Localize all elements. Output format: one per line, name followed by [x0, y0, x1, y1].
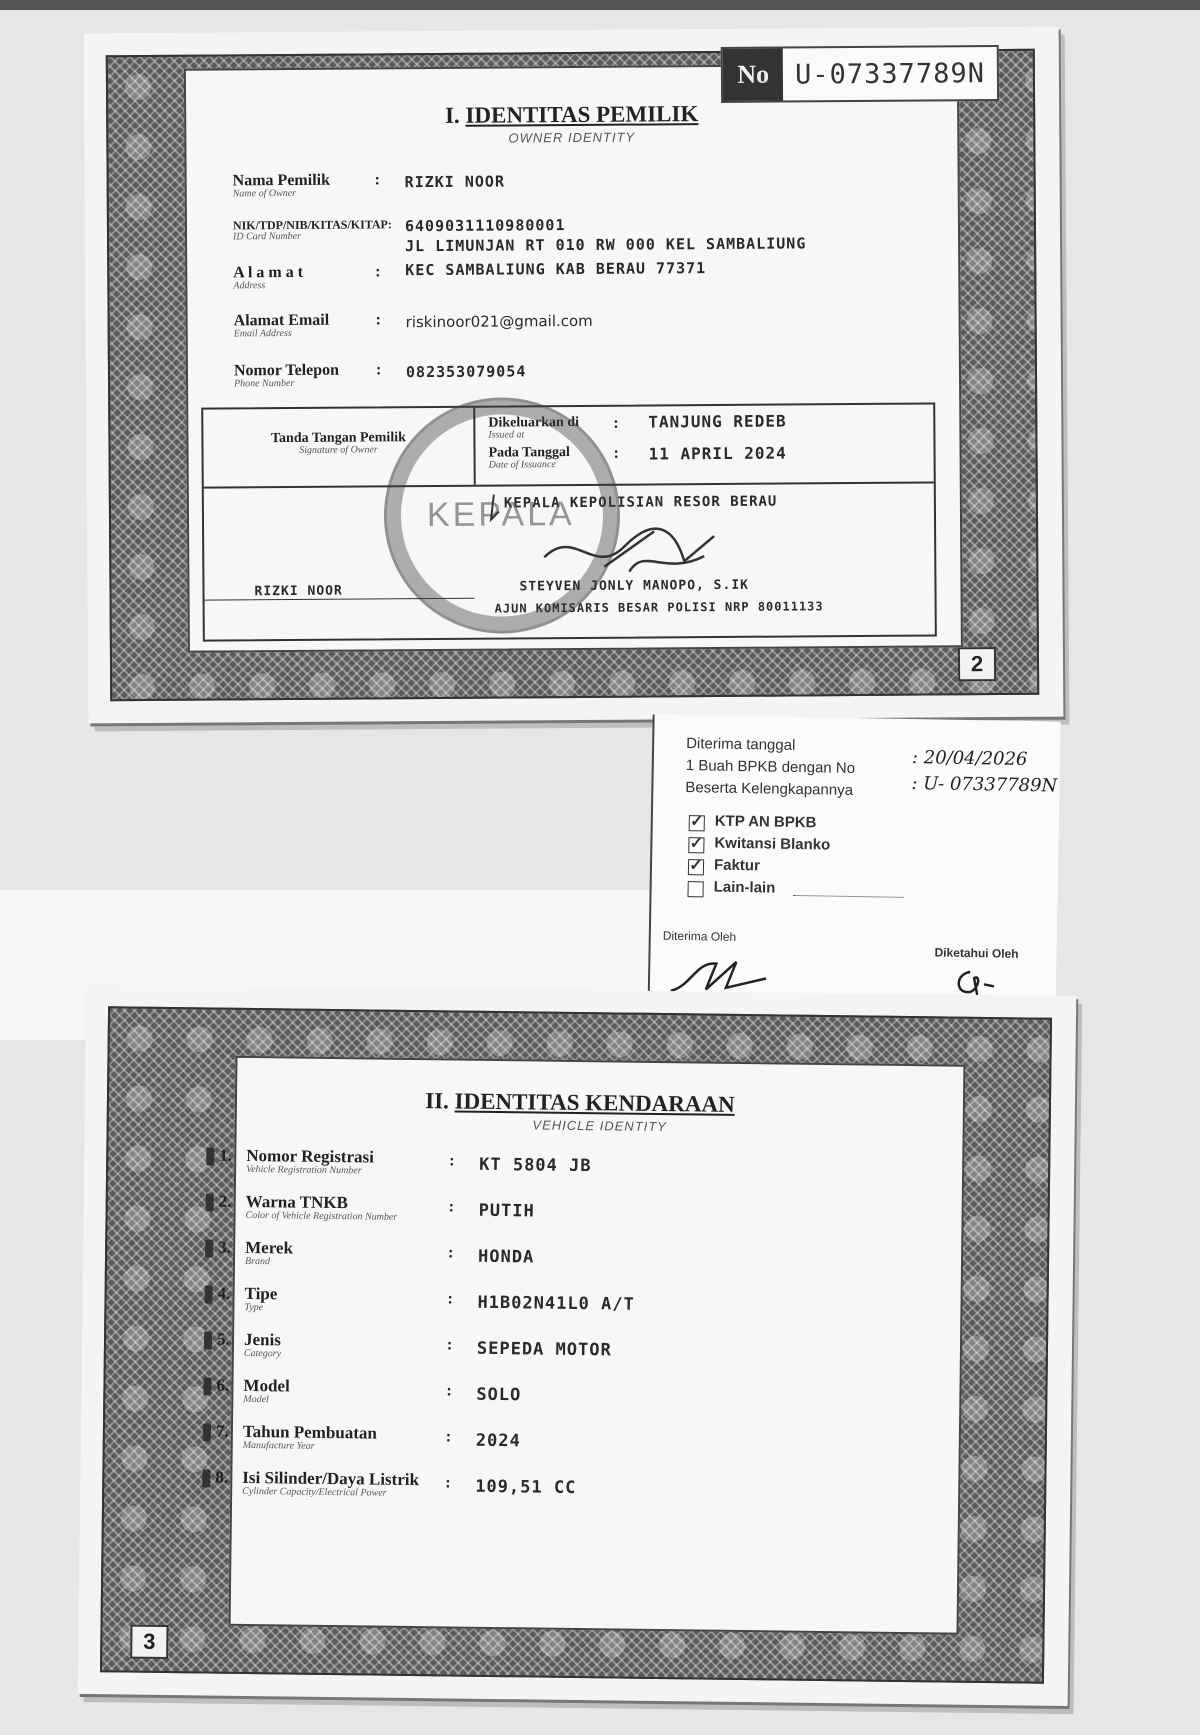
vehicle-row-number: 8.: [215, 1467, 229, 1487]
owner-address-label-text: A l a m a t: [233, 263, 304, 282]
colon: :: [448, 1244, 454, 1262]
checkbox-faktur[interactable]: ✓: [689, 857, 703, 875]
owner-address-sublabel: Address: [233, 280, 266, 292]
serial-label: No: [723, 49, 783, 101]
vehicle-row-label: [245, 1192, 397, 1223]
official-signature-mark: [534, 516, 734, 587]
vehicle-row-label-text: Tipe: [244, 1283, 278, 1304]
colon: :: [446, 1336, 453, 1354]
vehicle-row-number: 7.: [215, 1421, 229, 1441]
vehicle-row-number: 2.: [218, 1191, 232, 1211]
receipt-slip: [647, 714, 1060, 1022]
checkbox-kwitansi-label: Kwitansi Blanko: [714, 834, 831, 854]
owner-address-line2: KEC SAMBALIUNG KAB BERAU 77371: [405, 259, 707, 280]
issued-on-value: 11 APRIL 2024: [648, 443, 787, 464]
owner-name-label-text: Nama Pemilik: [232, 171, 331, 190]
colon: :: [448, 1198, 455, 1216]
vehicle-row-label: [244, 1284, 277, 1313]
owner-name-label: [233, 172, 331, 200]
slip-bpkb-number-label: 1 Buah BPKB dengan No: [685, 757, 856, 778]
colon: :: [374, 171, 381, 189]
colon: :: [613, 444, 619, 462]
checkbox-faktur-label: Faktur: [713, 856, 761, 875]
slip-date-value: : 20/04/2026: [911, 746, 1028, 771]
vehicle-row-label-text: Model: [243, 1375, 290, 1396]
vehicle-row-value: SOLO: [476, 1384, 522, 1406]
owner-section-subtitle: OWNER IDENTITY: [508, 129, 636, 146]
issued-at-label-text: Dikeluarkan di: [488, 414, 580, 431]
vehicle-title-number: II.: [425, 1088, 450, 1114]
vehicle-row-sublabel: Manufacture Year: [242, 1439, 315, 1452]
vehicle-row-number: 5.: [216, 1329, 230, 1349]
vehicle-row-number: 4.: [217, 1283, 231, 1303]
owner-identity-page: [84, 27, 1064, 724]
owner-id-sublabel: ID Card Number: [232, 230, 302, 243]
binding-ring: [203, 1377, 211, 1395]
vehicle-row-label: [246, 1146, 374, 1177]
binding-ring: [204, 1331, 212, 1349]
vehicle-row-label-text: Merek: [245, 1237, 294, 1258]
binding-ring: [206, 1147, 214, 1165]
vehicle-row-sublabel: Cylinder Capacity/Electrical Power: [242, 1485, 387, 1499]
vehicle-section-subtitle: VEHICLE IDENTITY: [532, 1117, 668, 1135]
page-number-3: 3: [130, 1625, 168, 1659]
owner-signature-sublabel: Signature of Owner: [299, 444, 378, 456]
colon: :: [375, 361, 382, 379]
vehicle-row-value: PUTIH: [478, 1200, 535, 1222]
vehicle-row-value: 109,51 CC: [475, 1476, 577, 1499]
checkbox-ktp[interactable]: ✓: [689, 813, 704, 831]
owner-id-value: 6409031110980001: [404, 216, 566, 236]
owner-phone-value: 082353079054: [405, 362, 527, 382]
owner-address-line1: JL LIMUNJAN RT 010 RW 000 KEL SAMBALIUNG: [405, 234, 807, 256]
checkbox-ktp-label: KTP AN BPKB: [714, 812, 817, 832]
issued-on-sublabel: Date of Issuance: [488, 459, 556, 471]
binding-ring: [203, 1423, 211, 1441]
vehicle-row-sublabel: Category: [243, 1347, 282, 1360]
owner-signature-label-text: Tanda Tangan Pemilik: [270, 430, 406, 447]
vehicle-row-value: SEPEDA MOTOR: [476, 1338, 612, 1361]
owner-email-value: riskinoor021@gmail.com: [405, 311, 593, 332]
slip-received-by-label: Diterima Oleh: [662, 928, 737, 944]
checkbox-lainlain-label: Lain-lain: [713, 878, 776, 897]
vehicle-row-label-text: Jenis: [243, 1329, 282, 1350]
owner-printed-name: RIZKI NOOR: [254, 583, 343, 600]
owner-name-value: RIZKI NOOR: [404, 172, 506, 192]
owner-phone-label-text: Nomor Telepon: [233, 361, 340, 380]
vehicle-row-value: H1B02N41L0 A/T: [477, 1292, 635, 1315]
vehicle-row-sublabel: Brand: [244, 1255, 271, 1268]
owner-phone-sublabel: Phone Number: [234, 377, 295, 390]
vehicle-title-text: IDENTITAS KENDARAAN: [454, 1088, 735, 1117]
vehicle-row-label-text: Isi Silinder/Daya Listrik: [242, 1467, 420, 1490]
vehicle-row-sublabel: Model: [243, 1393, 269, 1406]
scan-top-edge: [0, 0, 1200, 10]
binding-ring: [206, 1193, 214, 1211]
owner-email-label: [234, 312, 330, 340]
colon: :: [445, 1474, 451, 1492]
owner-title-number: I.: [444, 102, 460, 128]
owner-address-label: [233, 264, 303, 291]
binding-ring: [205, 1239, 213, 1257]
vehicle-row-label: [243, 1376, 290, 1406]
owner-id-label: [233, 217, 392, 242]
vehicle-row-sublabel: Type: [244, 1301, 264, 1314]
vehicle-row-label: [244, 1330, 282, 1359]
vehicle-row-label: [243, 1422, 377, 1453]
checkbox-kwitansi[interactable]: ✓: [689, 835, 704, 853]
signature-table: [201, 402, 937, 641]
binding-ring: [204, 1285, 212, 1303]
binding-ring: [202, 1469, 210, 1487]
vehicle-row-label: [242, 1468, 419, 1499]
vehicle-row-sublabel: Vehicle Registration Number: [246, 1163, 362, 1177]
slip-completeness-label: Beserta Kelengkapannya: [685, 779, 854, 799]
owner-email-sublabel: Email Address: [233, 327, 292, 340]
colon: :: [613, 414, 619, 432]
vehicle-row-value: HONDA: [477, 1246, 535, 1268]
stamp-text: KEPALA: [426, 494, 575, 535]
colon: :: [449, 1152, 455, 1170]
vehicle-row-label-text: Tahun Pembuatan: [242, 1421, 378, 1443]
colon: :: [375, 263, 381, 281]
authority-title: KEPALA KEPOLISIAN RESOR BERAU: [503, 493, 778, 512]
page-number-2: 2: [958, 647, 996, 681]
issued-at-sublabel: Issued at: [488, 429, 525, 441]
owner-id-label-text: NIK/TDP/NIB/KITAS/KITAP:: [232, 217, 392, 233]
owner-phone-label: [234, 362, 339, 390]
colon: :: [447, 1290, 453, 1308]
lainlain-dotted-line: [794, 895, 904, 898]
vehicle-row-sublabel: Color of Vehicle Registration Number: [245, 1209, 398, 1223]
colon: :: [375, 311, 381, 329]
vehicle-row-label: [245, 1238, 293, 1268]
owner-title-text: IDENTITAS PEMILIK: [465, 101, 699, 128]
vehicle-row-label-text: Nomor Registrasi: [246, 1145, 375, 1167]
vehicle-row-value: KT 5804 JB: [479, 1154, 592, 1177]
owner-signature-mark: [479, 489, 509, 529]
vehicle-row-number: 3.: [218, 1237, 232, 1257]
colon: :: [445, 1428, 452, 1446]
slip-number-value: : U- 07337789N: [911, 772, 1058, 797]
serial-value: U-07337789N: [794, 57, 986, 90]
issued-on-label-text: Pada Tanggal: [488, 445, 570, 461]
checkbox-lainlain[interactable]: [687, 881, 703, 897]
vehicle-row-value: 2024: [475, 1430, 521, 1452]
vehicle-row-label-text: Warna TNKB: [245, 1191, 349, 1213]
serial-number-box: [721, 45, 999, 103]
vehicle-row-number: 6.: [216, 1375, 230, 1395]
official-name: STEYVEN JONLY MANOPO, S.IK: [519, 577, 750, 595]
vehicle-row-number: 1.: [219, 1145, 233, 1165]
issued-at-value: TANJUNG REDEB: [648, 411, 787, 432]
slip-known-by-label: Diketahui Oleh: [934, 945, 1019, 961]
vehicle-identity-page: [78, 984, 1077, 1706]
colon: :: [446, 1382, 452, 1400]
owner-name-sublabel: Name of Owner: [232, 187, 297, 200]
official-rank: AJUN KOMISARIS BESAR POLISI NRP 80011133: [494, 599, 824, 616]
slip-received-date-label: Diterima tanggal: [686, 735, 796, 754]
owner-email-label-text: Alamat Email: [233, 311, 330, 330]
